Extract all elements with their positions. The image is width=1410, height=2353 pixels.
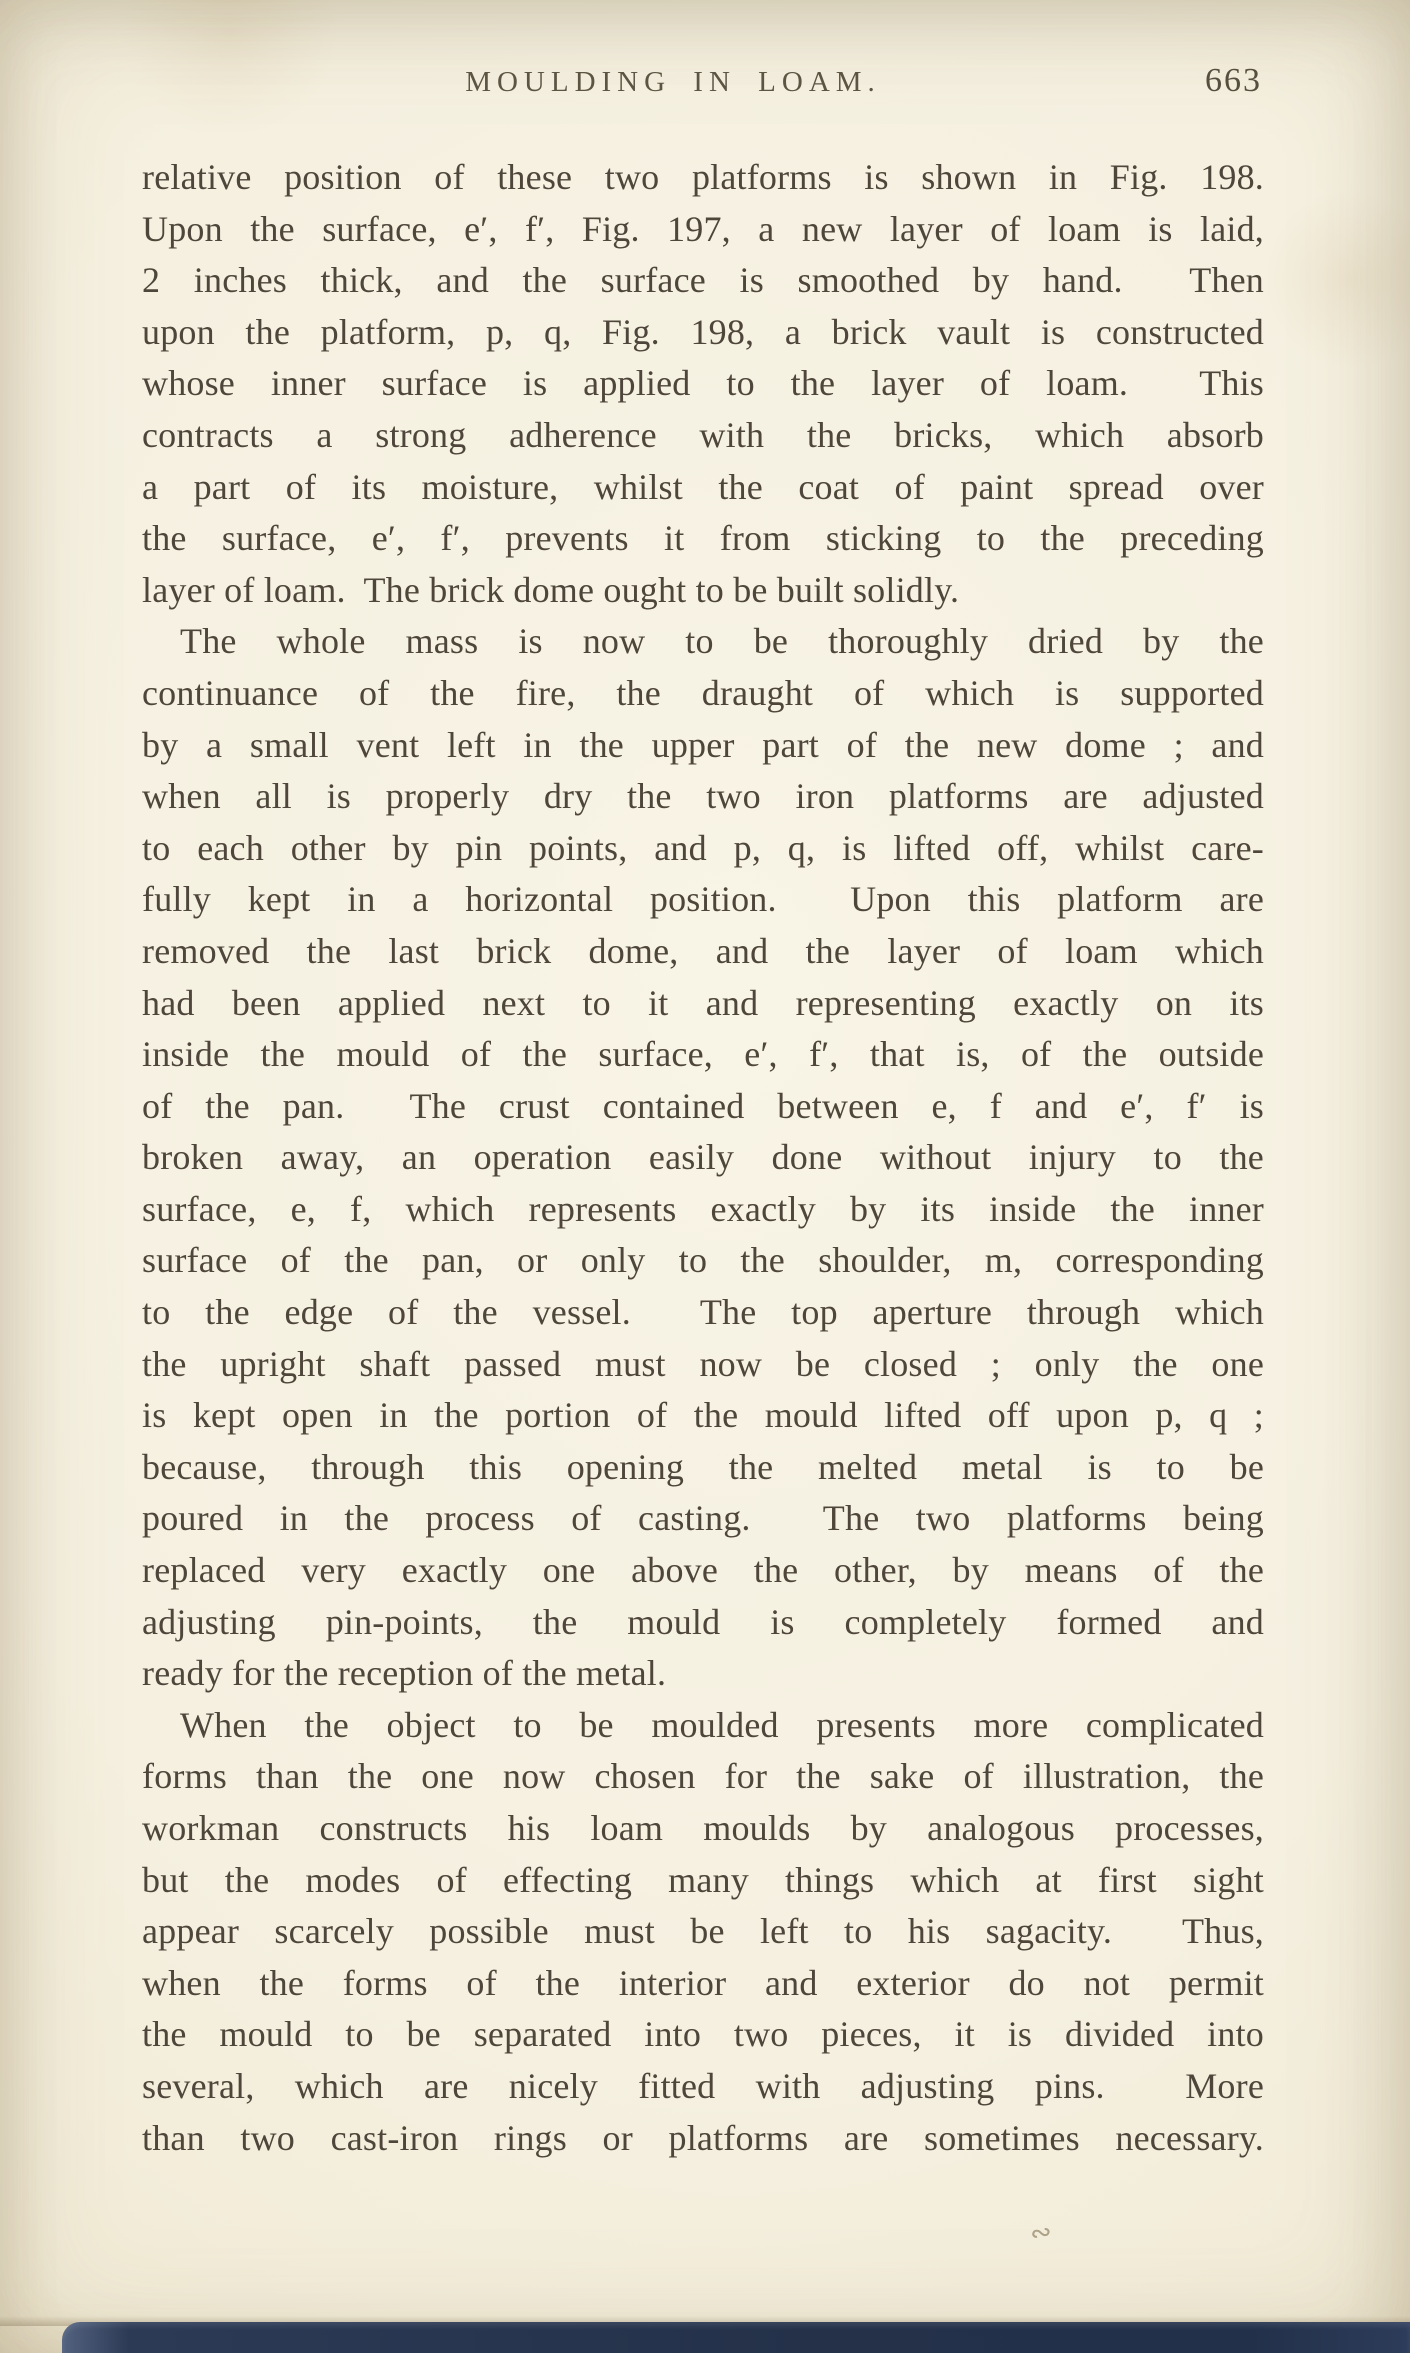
text-line: because, through this opening the melted metal is to be bbox=[142, 1446, 1264, 1487]
text-line: by a small vent left in the upper part of the new dome ; and bbox=[142, 724, 1264, 765]
text-line: upon the platform, p, q, Fig. 198, a brick vault is constructed bbox=[142, 311, 1264, 352]
text-line: to the edge of the vessel. The top aperture through which bbox=[142, 1292, 1264, 1333]
text-line: surface of the pan, or only to the shoulder, m, corresponding bbox=[142, 1240, 1264, 1281]
running-header-title: MOULDING IN LOAM. bbox=[465, 66, 881, 98]
pencil-mark: ∾ bbox=[1028, 2216, 1054, 2249]
text-line: layer of loam. The brick dome ought to be built solidly. bbox=[142, 569, 960, 610]
text-line: is kept open in the portion of the mould lifted off upon p, q ; bbox=[142, 1395, 1264, 1436]
text-line: when all is properly dry the two iron platforms are adjusted bbox=[142, 776, 1264, 817]
text-block bbox=[142, 152, 1264, 2164]
text-line: adjusting pin-points, the mould is completely formed and bbox=[142, 1601, 1264, 1642]
text-line: but the modes of effecting many things which at first sight bbox=[142, 1859, 1264, 1900]
text-line: relative position of these two platforms is shown in Fig. 198. bbox=[142, 157, 1264, 197]
text-line: 2 inches thick, and the surface is smoothed by hand. Then bbox=[142, 260, 1264, 301]
paragraph bbox=[142, 152, 1264, 616]
text-line: workman constructs his loam moulds by analogous processes, bbox=[142, 1808, 1264, 1848]
text-line: the surface, e′, f′, prevents it from sticking to the preceding bbox=[142, 518, 1264, 559]
text-line: the upright shaft passed must now be closed ; only the one bbox=[142, 1343, 1264, 1384]
text-line: contracts a strong adherence with the bricks, which absorb bbox=[142, 414, 1264, 455]
text-line: appear scarcely possible must be left to his sagacity. Thus, bbox=[142, 1911, 1264, 1952]
paragraph bbox=[142, 616, 1264, 1699]
text-line: forms than the one now chosen for the sake of illustration, the bbox=[142, 1756, 1264, 1797]
text-line: The whole mass is now to be thoroughly dried by the bbox=[180, 621, 1264, 662]
text-line: to each other by pin points, and p, q, is lifted off, whilst care- bbox=[142, 827, 1264, 868]
text-line: Upon the surface, e′, f′, Fig. 197, a new layer of loam is laid, bbox=[142, 208, 1264, 249]
text-line: of the pan. The crust contained between e, f and e′, f′ is bbox=[142, 1085, 1264, 1126]
text-line: several, which are nicely fitted with adjusting pins. More bbox=[142, 2065, 1264, 2106]
text-line: surface, e, f, which represents exactly by its inside the inner bbox=[142, 1188, 1264, 1229]
text-line: removed the last brick dome, and the layer of loam which bbox=[142, 930, 1264, 971]
text-line: the mould to be separated into two pieces, it is divided into bbox=[142, 2014, 1264, 2055]
text-line: had been applied next to it and representing exactly on its bbox=[142, 982, 1264, 1023]
paragraph bbox=[142, 1700, 1264, 2164]
text-line: when the forms of the interior and exterior do not permit bbox=[142, 1962, 1264, 2003]
book-cover-edge bbox=[62, 2322, 1410, 2353]
text-line: inside the mould of the surface, e′, f′, that is, of the outside bbox=[142, 1034, 1264, 1075]
text-line: than two cast-iron rings or platforms are sometimes necessary. bbox=[142, 2117, 1264, 2158]
running-header bbox=[142, 62, 1264, 110]
text-line: ready for the reception of the metal. bbox=[142, 1653, 667, 1694]
text-line: fully kept in a horizontal position. Upon this platform are bbox=[142, 879, 1264, 920]
text-line: When the object to be moulded presents more complicated bbox=[180, 1704, 1264, 1745]
text-line: poured in the process of casting. The two platforms being bbox=[142, 1498, 1264, 1539]
text-line: continuance of the fire, the draught of which is supported bbox=[142, 672, 1264, 713]
text-line: replaced very exactly one above the other, by means of the bbox=[142, 1550, 1264, 1591]
page-number: 663 bbox=[1205, 62, 1262, 99]
text-line: a part of its moisture, whilst the coat of paint spread over bbox=[142, 466, 1264, 507]
text-line: whose inner surface is applied to the layer of loam. This bbox=[142, 363, 1264, 404]
text-line: broken away, an operation easily done without injury to the bbox=[142, 1137, 1264, 1178]
